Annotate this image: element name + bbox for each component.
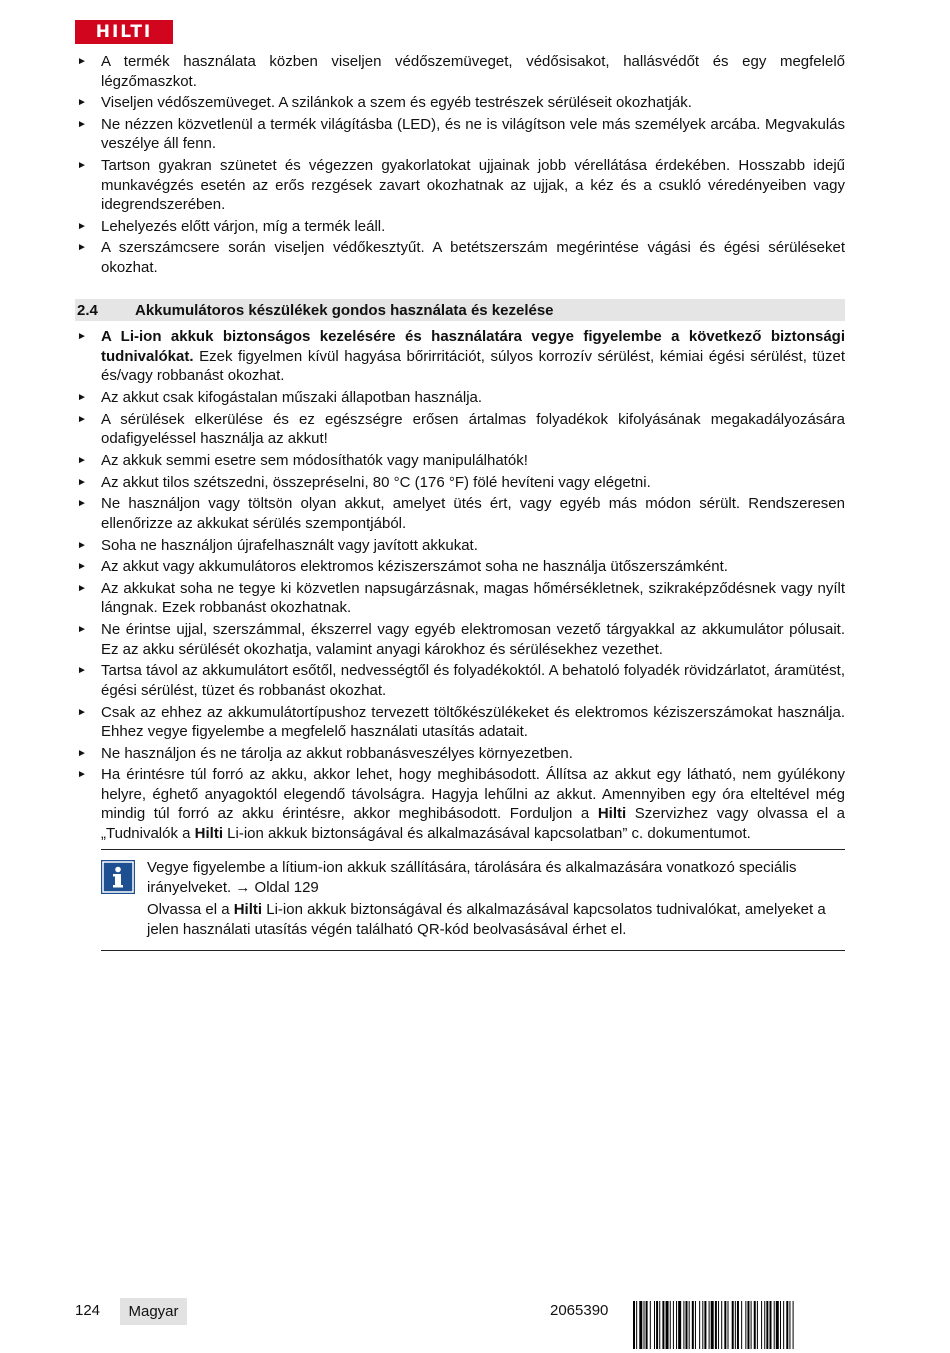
bullet-arrow-icon: ► bbox=[77, 769, 87, 781]
list-item: ► Tartson gyakran szünetet és végezzen gyakorlatokat ujjainak jobb vérellátása érdekében. Hosszabb idejű munkavégzés esetén az erős rezgések zavart okozhatnak az ujjak, a kéz és a csukló véredényeiben vagy idegrendszerében. bbox=[77, 157, 845, 214]
list-item: ► Tartsa távol az akkumulátort esőtől, nedvességtől és folyadékoktól. A behatoló folyadék rövidzárlatot, áramütést, égési sérülést, tüzet és robbanást okozhat. bbox=[77, 662, 845, 699]
list-item: ► Lehelyezés előtt várjon, míg a termék leáll. bbox=[77, 217, 386, 235]
bullet-arrow-icon: ► bbox=[77, 392, 87, 404]
list-item: ► Viseljen védőszemüveget. A szilánkok a szem és egyéb testrészek sérüléseit okozhatják. bbox=[77, 94, 692, 112]
list-item: ► Ne használjon vagy töltsön olyan akkut, amelyet ütés ért, vagy egyéb más módon sérült. Rendszeresen ellenőrizze az akkukat sérülés szempontjából. bbox=[77, 495, 845, 532]
bullet-arrow-icon: ► bbox=[77, 56, 87, 67]
list-item: ► Az akkut vagy akkumulátoros elektromos kéziszerszámot soha ne használja ütőszerszámként. bbox=[77, 558, 728, 576]
list-item: ► Az akkut tilos szétszedni, összepréselni, 80 °C (176 °F) fölé hevíteni vagy elégetni. bbox=[77, 473, 651, 491]
list-item: ► Ne nézzen közvetlenül a termék világításba (LED), és ne is világítson vele más személyek arcába. Megvakulás veszélye áll fenn. bbox=[77, 115, 845, 153]
note-text bbox=[147, 858, 845, 942]
barcode-image bbox=[633, 1301, 845, 1349]
list-item: ► Csak az ehhez az akkumulátortípushoz tervezett töltőkészülékeket és elektromos kéziszerszámokat használja. Ehhez vegye figyelembe a megfelelő használati utasítás adatait. bbox=[77, 703, 845, 740]
hilti-logo bbox=[75, 20, 173, 44]
bullet-arrow-icon: ► bbox=[77, 242, 87, 254]
list-item: ► Az akkuk semmi esetre sem módosíthatók vagy manipulálhatók! bbox=[77, 452, 528, 469]
bullet-arrow-icon: ► bbox=[77, 455, 87, 466]
list-item: ► A sérülések elkerülése és ez egészségre erősen ártalmas folyadékok kifolyásának megakadályozására odafigyeléssel használja az akkut! bbox=[77, 410, 845, 448]
brand-name: Hilti bbox=[597, 805, 627, 823]
note-paragraph: Olvassa el a Hilti Li-ion akkuk biztonságával és alkalmazásával kapcsolatos tudnivalókat, amelyeket a jelen használati utasítás végén található QR-kód beolvasásával érhet el. bbox=[147, 901, 826, 938]
bullet-arrow-icon: ► bbox=[77, 624, 87, 636]
battery-safety-list bbox=[75, 327, 845, 843]
page-number: 124 bbox=[75, 1302, 101, 1319]
info-icon bbox=[101, 860, 135, 894]
bullet-arrow-icon: ► bbox=[77, 118, 87, 130]
brand-name: Hilti bbox=[194, 824, 223, 842]
bullet-arrow-icon: ► bbox=[77, 747, 87, 759]
language-tab bbox=[120, 1298, 187, 1325]
bullet-arrow-icon: ► bbox=[77, 160, 87, 172]
note-paragraph: Vegye figyelembe a lítium-ion akkuk szállítására, tárolására és alkalmazására vonatkozó speciális irányelveket. → Oldal 129 bbox=[147, 859, 797, 896]
info-note bbox=[101, 849, 845, 951]
brand-name: Hilti bbox=[233, 901, 263, 919]
bullet-arrow-icon: ► bbox=[77, 498, 87, 510]
list-item: ► Soha ne használjon újrafelhasznált vagy javított akkukat. bbox=[77, 536, 478, 554]
section-number: 2.4 bbox=[77, 301, 98, 319]
language-label: Magyar bbox=[128, 1303, 179, 1320]
bullet-arrow-icon: ► bbox=[77, 539, 87, 551]
bullet-arrow-icon: ► bbox=[77, 413, 87, 425]
page-content bbox=[75, 52, 845, 951]
list-item: ► Ne használjon és ne tárolja az akkut robbanásveszélyes környezetben. bbox=[77, 744, 573, 762]
bullet-arrow-icon: ► bbox=[77, 561, 87, 573]
list-item: ► Ha érintésre túl forró az akku, akkor lehet, hogy meghibásodott. Állítsa az akkut egy látható, nem gyúlékony helyre, éghető anyagoktól elegendő távolságra. Hagyja lehűlni az akkut. Amennyiben egy óra elteltével még mindig túl forró az akku érintésre, akkor meghibásodott. Forduljon a Hilti Szervizhez vagy olvassa el a „Tudnivalók a Hilti Li-ion akkuk biztonságával és alkalmazásával kapcsolatban” c. dokumentumot. bbox=[77, 766, 845, 842]
bullet-arrow-icon: ► bbox=[77, 476, 87, 488]
intro-list bbox=[75, 52, 845, 277]
logo-text: HILTI bbox=[95, 21, 153, 42]
list-item: ► A Li-ion akkuk biztonságos kezelésére és használatára vegye figyelembe a következő biztonsági tudnivalókat. Ezek figyelmen kívül hagyása bőrirritációt, súlyos korrozív sérülést, kémiai égési sérülést, tüzet és/vagy robbanást okozhat. bbox=[77, 328, 845, 385]
bullet-arrow-icon: ► bbox=[77, 97, 87, 109]
bullet-arrow-icon: ► bbox=[77, 665, 87, 677]
bullet-arrow-icon: ► bbox=[77, 706, 87, 718]
list-item: ► Az akkukat soha ne tegye ki közvetlen napsugárzásnak, magas hőmérsékletnek, szikraképződésnek vagy nyílt lángnak. Ezek robbanást okozhatnak. bbox=[77, 579, 845, 617]
bullet-arrow-icon: ► bbox=[77, 220, 87, 232]
document-code: 2065390 bbox=[550, 1302, 609, 1319]
section-heading bbox=[75, 299, 845, 321]
emphasis-text: A Li-ion akkuk biztonságos kezelésére és használatára vegye figyelembe a következő biztonsági tudnivalókat. bbox=[101, 328, 845, 365]
list-item: ► A termék használata közben viseljen védőszemüveget, védősisakot, hallásvédőt és egy megfelelő légzőmaszkot. bbox=[77, 53, 845, 90]
bullet-arrow-icon: ► bbox=[77, 331, 87, 343]
list-item: ► A szerszámcsere során viseljen védőkesztyűt. A betétszerszám megérintése vágási és égési sérüléseket okozhat. bbox=[77, 239, 845, 276]
list-item: ► Ne érintse ujjal, szerszámmal, ékszerrel vagy egyéb elektromosan vezető tárgyakkal az akkumulátor pólusait. Ez az akku sérülését okozhatja, valamint anyagi károkhoz és sérülésekhez vezethet. bbox=[77, 621, 845, 658]
list-item: ► Az akkut csak kifogástalan műszaki állapotban használja. bbox=[77, 389, 483, 407]
bullet-arrow-icon: ► bbox=[77, 582, 87, 594]
section-title: Akkumulátoros készülékek gondos használata és kezelése bbox=[135, 301, 554, 319]
